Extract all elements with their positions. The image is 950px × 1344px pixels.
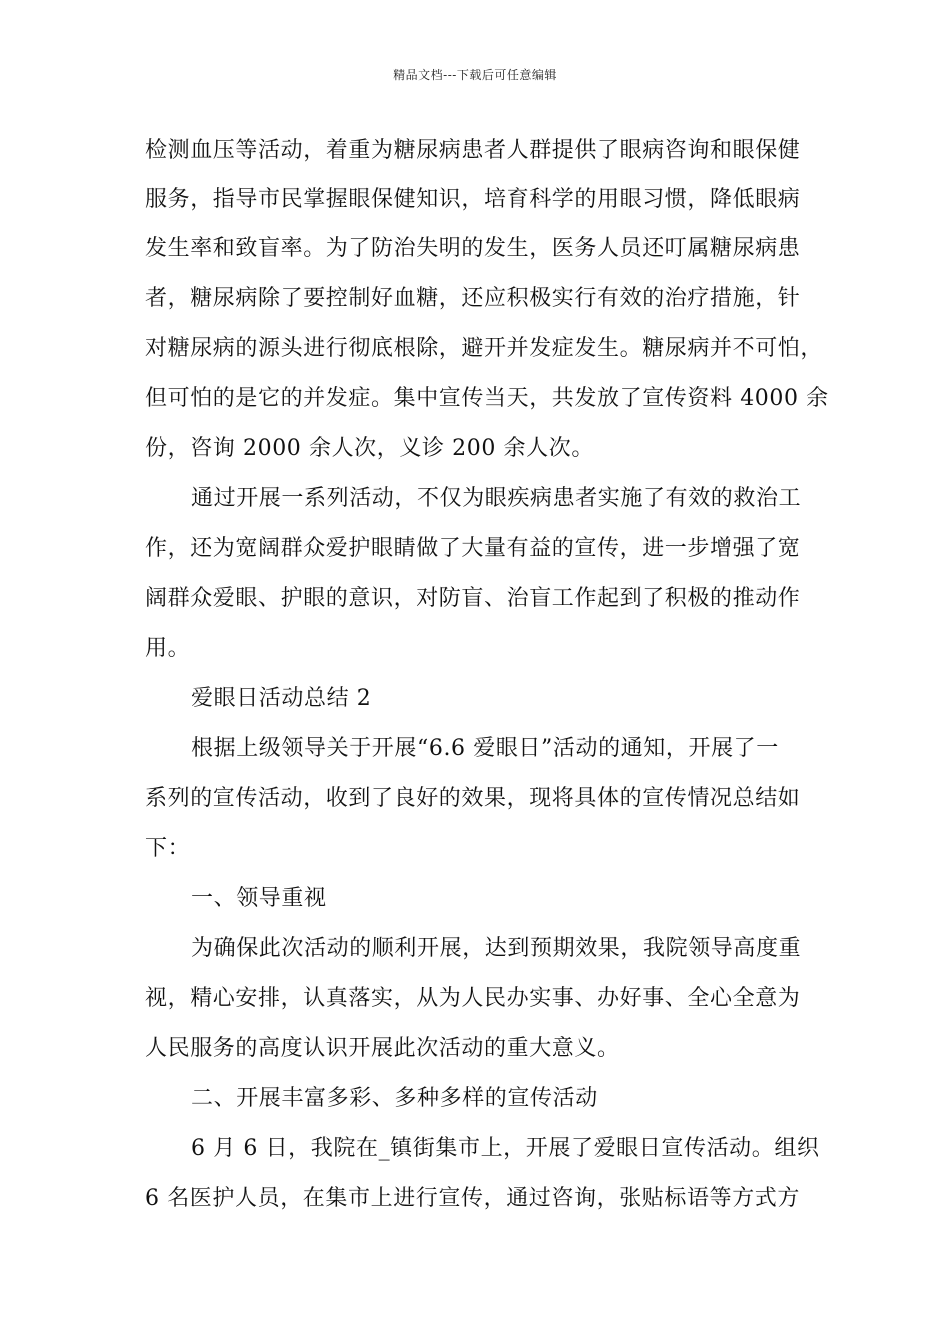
page-header: 精品文档---下载后可任意编辑	[393, 68, 557, 82]
body-line: 份，咨询 2000 余人次，义诊 200 余人次。	[145, 436, 594, 461]
subheading: 二、开展丰富多彩、多种多样的宣传活动	[191, 1086, 598, 1111]
body-line: 系列的宣传活动，收到了良好的效果，现将具体的宣传情况总结如	[145, 786, 801, 811]
body-line: 人民服务的高度认识开展此次活动的重大意义。	[145, 1036, 620, 1061]
body-line: 视，精心安排，认真落实，从为人民办实事、办好事、全心全意为	[145, 986, 801, 1011]
body-line: 检测血压等活动，着重为糖尿病患者人群提供了眼病咨询和眼保健	[145, 138, 801, 163]
section-title: 爱眼日活动总结 2	[191, 686, 372, 711]
body-line: 作，还为宽阔群众爱护眼睛做了大量有益的宣传，进一步增强了宽	[145, 536, 801, 561]
body-line: 用。	[145, 636, 191, 661]
body-line: 者，糖尿病除了要控制好血糖，还应积极实行有效的治疗措施，针	[145, 286, 801, 311]
body-line: 6 名医护人员，在集市上进行宣传，通过咨询，张贴标语等方式方	[145, 1186, 800, 1211]
body-line: 阔群众爱眼、护眼的意识，对防盲、治盲工作起到了积极的推动作	[145, 586, 801, 611]
paragraph-first-line: 6 月 6 日，我院在_镇街集市上，开展了爱眼日宣传活动。组织	[191, 1136, 820, 1161]
paragraph-first-line: 根据上级领导关于开展“6.6 爱眼日”活动的通知，开展了一	[191, 736, 779, 761]
body-line: 发生率和致盲率。为了防治失明的发生，医务人员还叮属糖尿病患	[145, 236, 801, 261]
body-line: 但可怕的是它的并发症。集中宣传当天，共发放了宣传资料 4000 余	[145, 386, 829, 411]
body-line: 下：	[145, 836, 191, 861]
subheading: 一、领导重视	[191, 886, 327, 911]
body-line: 对糖尿病的源头进行彻底根除，避开并发症发生。糖尿病并不可怕，	[145, 336, 824, 361]
paragraph-first-line: 为确保此次活动的顺利开展，达到预期效果，我院领导高度重	[191, 936, 802, 961]
body-line: 服务，指导市民掌握眼保健知识，培育科学的用眼习惯，降低眼病	[145, 187, 801, 212]
paragraph-first-line: 通过开展一系列活动，不仅为眼疾病患者实施了有效的救治工	[191, 486, 802, 511]
